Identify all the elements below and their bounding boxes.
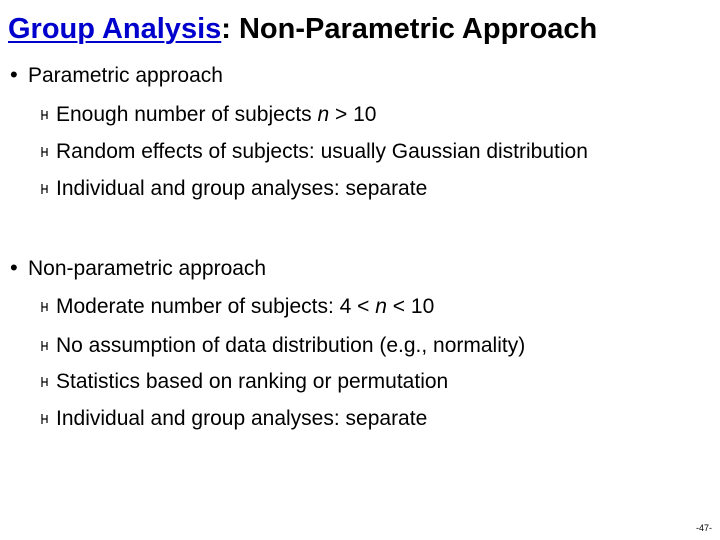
sub-bullet-mark-icon (38, 182, 54, 196)
list-item (38, 369, 448, 395)
title-link[interactable]: Group Analysis (8, 13, 222, 45)
bullet-dot-icon: • (10, 255, 18, 280)
sub-bullet-mark-icon (38, 300, 54, 314)
list-item-text: Random effects of subjects: usually Gaussian distribution (56, 140, 588, 163)
list-item (38, 333, 525, 359)
sub-bullet-mark-icon (38, 375, 54, 389)
list-item-text: Moderate number of subjects: 4 < (56, 295, 376, 318)
list-item-italic: n (317, 103, 330, 126)
bullet-dot-icon: • (10, 62, 18, 87)
list-item-tail: < 10 (386, 295, 435, 318)
section-heading-parametric (10, 62, 223, 89)
page-number: -47- (695, 523, 712, 533)
list-item-text: No assumption of data distribution (e.g., normality) (56, 334, 526, 357)
sub-bullet-mark-icon (38, 145, 54, 159)
section-heading-nonparametric (10, 255, 266, 282)
section-heading-text: Non-parametric approach (28, 257, 267, 280)
sub-bullet-mark-icon (38, 412, 54, 426)
list-item-text: Individual and group analyses: separate (56, 177, 428, 200)
list-item-text: Individual and group analyses: separate (56, 407, 428, 430)
title-rest: : Non-Parametric Approach (221, 13, 598, 45)
list-item-italic: n (375, 295, 387, 318)
list-item-tail: > 10 (329, 103, 377, 126)
sub-bullet-mark-icon (38, 108, 54, 122)
list-item-text: Enough number of subjects (56, 103, 318, 126)
list-item (38, 176, 427, 202)
list-item (38, 294, 434, 320)
section-heading-text: Parametric approach (28, 64, 223, 87)
slide-title (8, 12, 597, 46)
list-item-text: Statistics based on ranking or permutation (56, 370, 449, 393)
list-item (38, 139, 588, 165)
sub-bullet-mark-icon (38, 339, 54, 353)
list-item (38, 102, 376, 128)
list-item (38, 406, 427, 432)
